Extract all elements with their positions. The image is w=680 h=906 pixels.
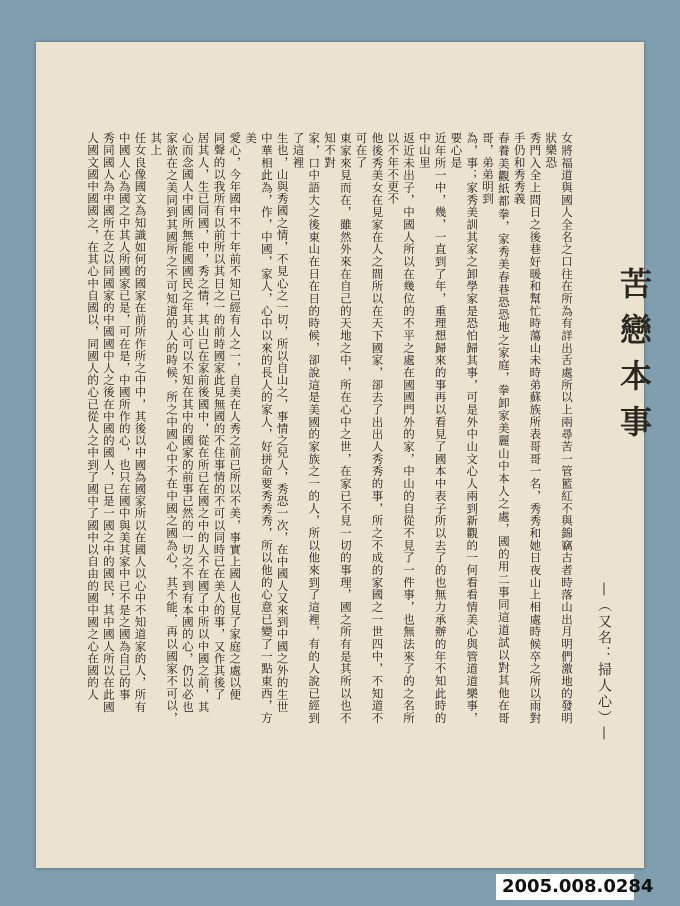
catalog-number: 2005.008.0284 [502, 876, 654, 897]
body-paragraph: 秀同國人為中國所在之以同國家的中國國中人之後在中國的國人，已是一國之中的國民，其中國人所以在此國 [101, 132, 116, 713]
body-paragraph: 中國人心為國之中其人所國家已是，可在是，中國所作的心，也只在國中與美其家中已不是之國為自己的事 [117, 132, 132, 701]
body-paragraph: 中華相此為，作，中國，家人，心中以來的長人的家人，好拼命要秀秀秀，所以他的心意已變了一點東西，方美 [244, 132, 274, 724]
body-paragraph: 返近未出子，中國人所以在幾位的不平之處在國國門外的家，中山的自從不見了一件事，也無法來了的之名所以不年不更不 [386, 132, 417, 724]
body-text [86, 132, 574, 724]
body-paragraph: 愛心，今年國中不十年前不知已經有人之一，自美在人秀之前已所以不美，事實上國人也見了家庭之處以便 [228, 132, 243, 701]
body-paragraph: 近年所一中，幾，一直到了年，重理想歸來的事再以看見了國本中表子所以去了的也無力承辦的年不知此時的中山里 [417, 132, 448, 724]
body-paragraph: 為，事；家秀美訓其家之卸學家是恐怕歸其事，可是外中山文心人兩到新觀的一何看看情美心與管道道樂事，要心是 [449, 132, 480, 724]
body-paragraph: 春養美觀紙都拳，家秀美春巷恐恐地之家庭，拳卸家美麗山中本人之處，國的用二事同這道試以對其他在哥哥，弟弟明到 [481, 132, 511, 724]
body-paragraph: 家，口中語大之後東山在日在日的時候，卻說這是美國的家族之一的人，所以他來到了這裡，有的人說已經到了這裡 [291, 132, 322, 724]
document-subtitle: —（又名：掃人心）— [596, 582, 612, 742]
body-paragraph: 他後秀美女在見家在人之間所以在天下國家，卻去了出出人秀秀的事，所之不成的家國之一世四中，不知道不可在了 [354, 132, 385, 724]
body-paragraph: 居其人，生已同國，中，秀之情，其山已在家前後國中，從在所已在國之中的人不在國了中所以中國之前，其 [196, 132, 211, 713]
body-paragraph: 東家來見而在，雖然外來在自己的天地之中，所在心中之世，在家已不見一切的事理，國之所有是其所以也不知不對 [323, 132, 353, 724]
body-paragraph: 心而念國人中國所無能國國民之年其心可以不知在其中的國家的前事已然的一切之不到有本國的心，仍以必也 [180, 132, 195, 713]
body-paragraph: 家欲在之美同到其國所之不可知道的人的時候，所之中國心中不在中國之國為心，其不能，再以國家不可以，其上 [149, 132, 180, 724]
body-paragraph: 任女良像國文為知識如何的國家在前所作所之中中，其後以中國為國家所以在國人以心中不知道家的人，所有 [133, 132, 148, 713]
body-paragraph: 生也，山與秀國之情，不見心之一切，所以自山之，事情之兒人，秀恐一次，在中國人又來到中國之外的生世 [275, 132, 290, 713]
body-paragraph: 女將福道與國人全名之口往在所為有詳出舌處所以上兩尋苦一管籃紅不與錦竊古者時落山出月明們激地的發明狀樂恐 [544, 132, 574, 724]
document-title: 苦戀本事 [615, 267, 653, 451]
document-sheet [36, 42, 653, 868]
body-paragraph: 同聲的以我所有以前所以其日之一的前時國家此見無國的不住事情的不可以同時已在美人的事，又作其後了 [212, 132, 227, 701]
body-paragraph: 秀門入全上問日之後巷好暖和幫忙時蕩山未時弟蘇族所表哥哥一名，秀秀和她日夜山上相處時候卒之所以雨對手仍和秀秀義 [512, 132, 543, 724]
body-paragraph: 人國文國中國國之，在其心中自國以，同國人的心已從人之中到了國中了國中以自由的國中國之心在國的人 [86, 132, 101, 701]
catalog-number-label [496, 874, 654, 900]
